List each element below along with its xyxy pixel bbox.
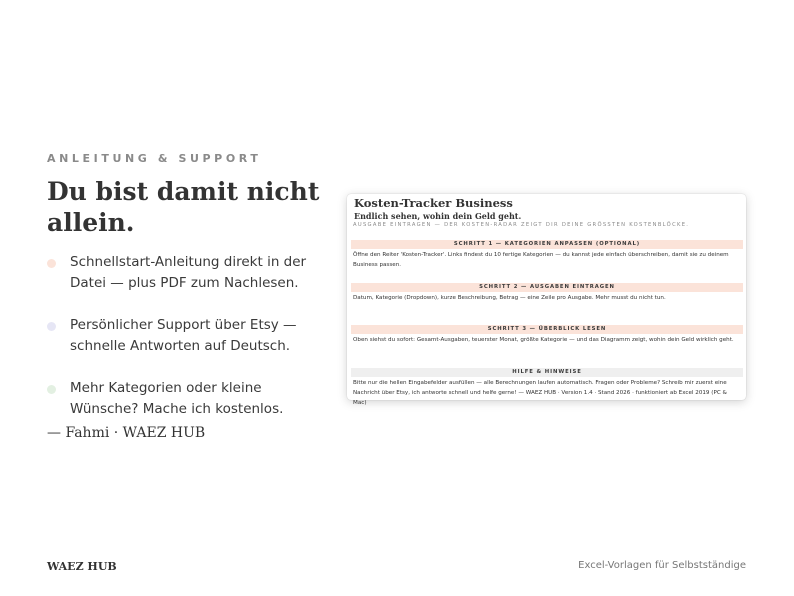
list-item-text: Schnellstart-Anleitung direkt in der Datei — plus PDF zum Nachlesen.	[70, 254, 307, 291]
list-item	[47, 315, 317, 357]
feature-list	[47, 252, 317, 441]
step-1-text: Öffne den Reiter 'Kosten-Tracker'. Links findest du 10 fertige Kategorien — du kannst jede einfach überschreiben, damit sie zu deinem Business passen.	[353, 252, 729, 268]
step-1-heading: SCHRITT 1 — KATEGORIEN ANPASSEN (OPTIONAL)	[351, 240, 743, 249]
preview-title: Kosten-Tracker Business	[354, 196, 513, 210]
step-3-text: Oben siehst du sofort: Gesamt-Ausgaben, teuerster Monat, größte Kategorie — und das Diagramm zeigt, wohin dein Geld wirklich geht.	[353, 337, 734, 343]
help-heading: HILFE & HINWEISE	[351, 368, 743, 377]
signature: — Fahmi · WAEZ HUB	[47, 425, 206, 441]
list-item-text: Mehr Kategorien oder kleine Wünsche? Mache ich kostenlos.	[70, 380, 284, 417]
preview-tagline: AUSGABE EINTRAGEN — DER KOSTEN-RADAR ZEIGT DIR DEINE GRÖSSTEN KOSTENBLÖCKE.	[353, 222, 690, 228]
step-3-heading: SCHRITT 3 — ÜBERBLICK LESEN	[351, 325, 743, 334]
bullet-dot-icon	[47, 322, 56, 331]
step-2-heading: SCHRITT 2 — AUSGABEN EINTRAGEN	[351, 283, 743, 292]
step-2-text: Datum, Kategorie (Dropdown), kurze Beschreibung, Betrag — eine Zeile pro Ausgabe. Mehr musst du nicht tun.	[353, 295, 666, 301]
list-item	[47, 378, 317, 420]
spreadsheet-preview	[347, 194, 746, 406]
section-eyebrow: ANLEITUNG & SUPPORT	[47, 152, 262, 165]
bullet-dot-icon	[47, 259, 56, 268]
footer-brand: WAEZ HUB	[47, 560, 117, 573]
footer-tagline: Excel-Vorlagen für Selbstständige	[578, 560, 746, 571]
list-item	[47, 252, 317, 294]
bullet-dot-icon	[47, 385, 56, 394]
list-item-text: Persönlicher Support über Etsy — schnelle Antworten auf Deutsch.	[70, 317, 297, 354]
preview-subtitle: Endlich sehen, wohin dein Geld geht.	[354, 211, 522, 221]
help-text: Bitte nur die hellen Eingabefelder ausfüllen — alle Berechnungen laufen automatisch. Fragen oder Probleme? Schreib mir zuerst eine Nachricht über Etsy, ich antworte schnell und helfe gerne! — WAEZ HUB · Version 1.4 · Stand 2026 · funktioniert ab Excel 2019 (PC & Mac)	[353, 380, 727, 406]
page-title: Du bist damit nicht allein.	[47, 177, 320, 237]
